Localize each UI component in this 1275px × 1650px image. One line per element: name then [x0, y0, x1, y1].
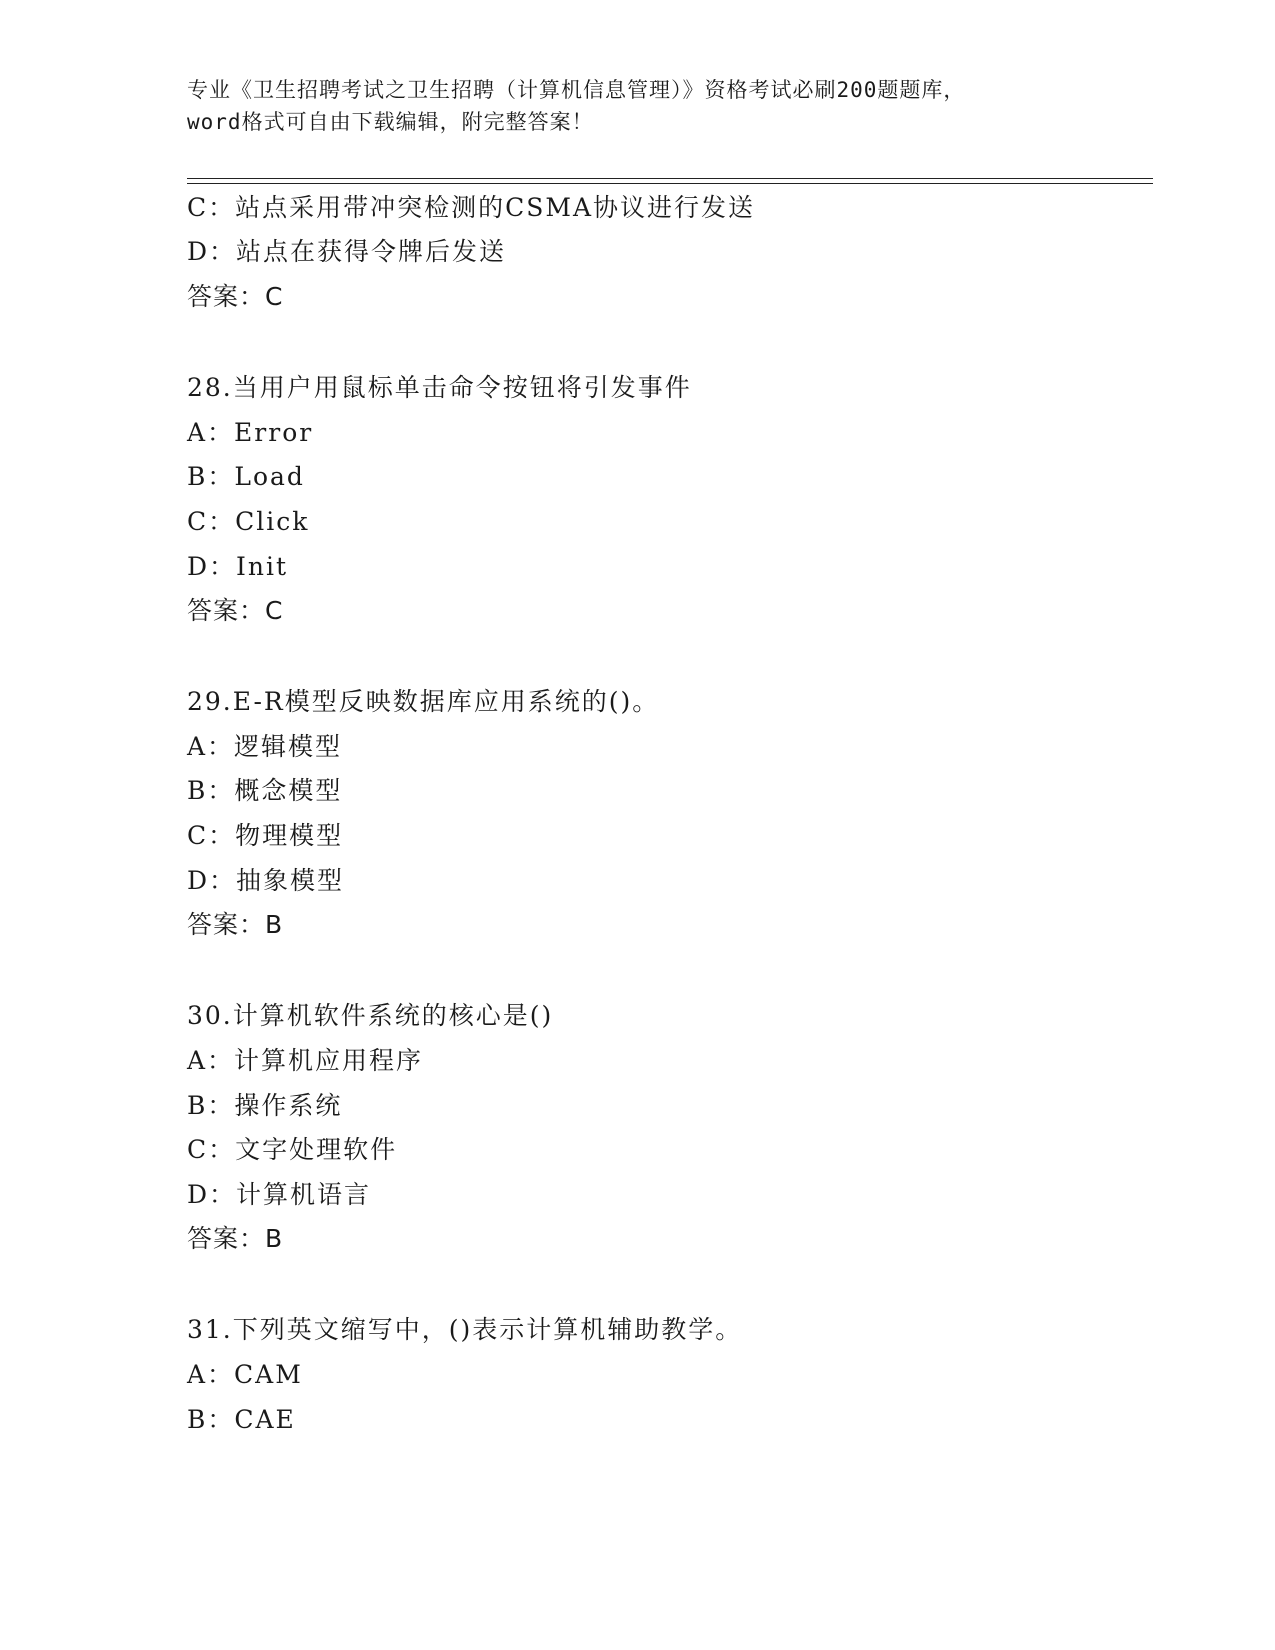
question-29-stem: 29.E-R模型反映数据库应用系统的()。 — [187, 687, 660, 716]
question-28-option-b: B：Load — [187, 462, 305, 491]
header-line-1: 专业《卫生招聘考试之卫生招聘（计算机信息管理）》资格考试必刷200题题库， — [187, 78, 966, 102]
question-28-stem: 28.当用户用鼠标单击命令按钮将引发事件 — [187, 373, 692, 402]
question-28-answer: 答案：C — [187, 596, 284, 625]
question-31-option-a: A：CAM — [187, 1360, 303, 1389]
header-divider-top — [187, 178, 1153, 179]
prev-answer: 答案：C — [187, 282, 284, 311]
question-31-stem: 31.下列英文缩写中，()表示计算机辅助教学。 — [187, 1315, 743, 1344]
question-29-option-a: A：逻辑模型 — [187, 732, 343, 761]
question-30-option-b: B：操作系统 — [187, 1091, 343, 1120]
question-29-answer: 答案：B — [187, 910, 284, 939]
question-29-option-d: D：抽象模型 — [187, 866, 345, 895]
question-29-option-c: C：物理模型 — [187, 821, 344, 850]
question-30-stem: 30.计算机软件系统的核心是() — [187, 1001, 554, 1030]
question-30-option-a: A：计算机应用程序 — [187, 1046, 424, 1075]
question-31-option-b: B：CAE — [187, 1405, 296, 1434]
question-30-answer: 答案：B — [187, 1224, 284, 1253]
question-30-option-c: C：文字处理软件 — [187, 1135, 398, 1164]
question-28-option-a: A：Error — [187, 418, 314, 447]
header-line-2: word格式可自由下载编辑，附完整答案！ — [187, 110, 594, 134]
question-28-option-c: C：Click — [187, 507, 310, 536]
prev-option-d: D：站点在获得令牌后发送 — [187, 237, 507, 266]
prev-option-c: C：站点采用带冲突检测的CSMA协议进行发送 — [187, 193, 756, 222]
question-29-option-b: B：概念模型 — [187, 776, 343, 805]
question-30-option-d: D：计算机语言 — [187, 1180, 372, 1209]
header-divider-bottom — [187, 183, 1153, 184]
question-28-option-d: D：Init — [187, 552, 289, 581]
document-header — [187, 74, 1087, 138]
